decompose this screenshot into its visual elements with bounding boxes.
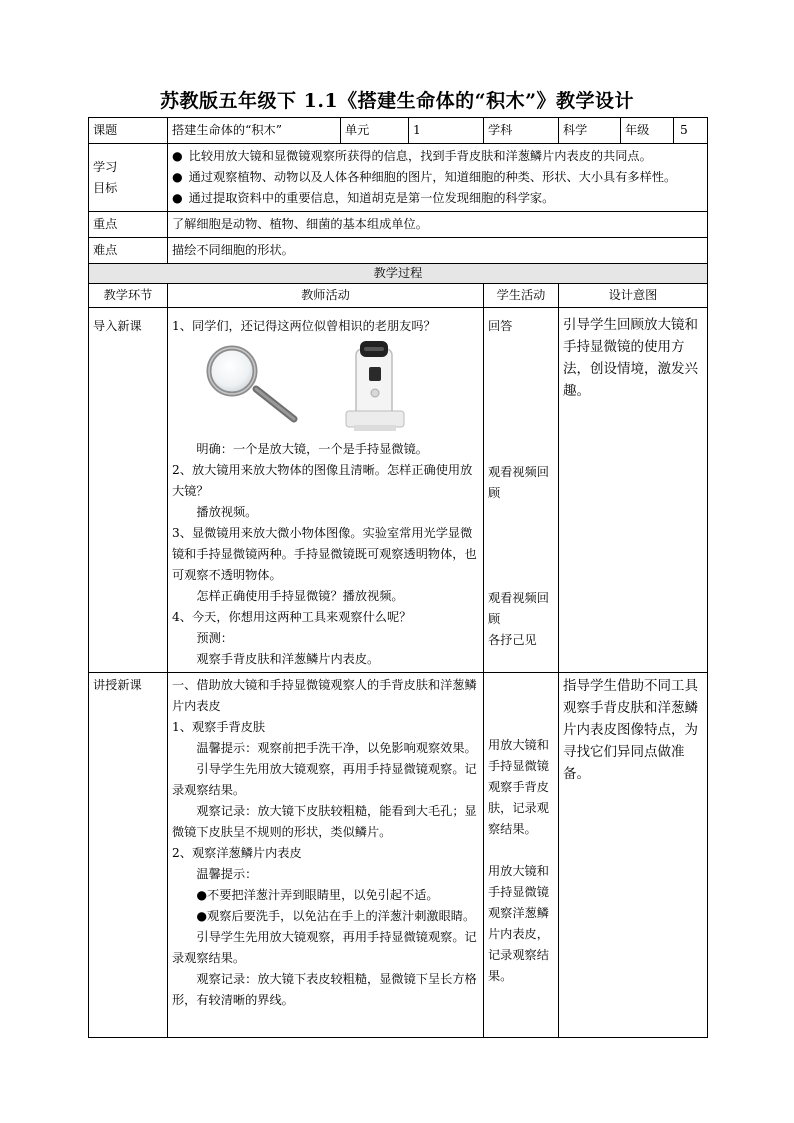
topic-label: 课题	[89, 118, 168, 144]
tip-item: ●不要把洋葱汁弄到眼睛里，以免引起不适。	[196, 888, 439, 902]
column-student: 学生活动	[484, 284, 559, 308]
intro-stage: 导入新课	[89, 308, 168, 673]
lesson-intent: 指导学生借助不同工具观察手背皮肤和洋葱鳞片内表皮图像特点，为寻找它们异同点做准备。	[559, 673, 708, 1038]
objectives-list	[168, 144, 708, 212]
objective-item: ● 通过提取资料中的重要信息，知道胡克是第一位发现细胞的科学家。	[172, 188, 703, 209]
lesson-teacher: 一、借助放大镜和手持显微镜观察人的手背皮肤和洋葱鳞片内表皮 1、观察手背皮肤 温馨提示：观察前把手洗干净，以免影响观察效果。 引导学生先用放大镜观察，再用手持显微镜观察。记录观察结果。 观察记录：放大镜下皮肤较粗糙，能看到大毛孔；显微镜下皮肤呈不规则的形状，类似鳞片。 2、观察洋葱鳞片内表皮 温馨提示： ●不要把洋葱汁弄到眼睛里，以免引起不适。 ●观察后要洗手，以免沾在手上的洋葱汁刺激眼睛。 引导学生先用放大镜观察，再用手持显微镜观察。记录观察结果。 观察记录：放大镜下表皮较粗糙，显微镜下呈长方格形，有较清晰的界线。	[168, 673, 484, 1038]
column-teacher: 教师活动	[168, 284, 484, 308]
grade-label: 年级	[621, 118, 674, 143]
subject-value: 科学	[559, 118, 621, 144]
topic-value: 搭建生命体的“积木”	[168, 118, 341, 144]
key-point-row	[89, 212, 708, 238]
column-stage: 教学环节	[89, 284, 168, 308]
intro-row	[89, 308, 708, 673]
lesson-row	[89, 673, 708, 1038]
difficulty-label: 难点	[89, 238, 168, 264]
key-point-text: 了解细胞是动物、植物、细菌的基本组成单位。	[168, 212, 708, 238]
difficulty-text: 描绘不同细胞的形状。	[168, 238, 708, 264]
tool-images	[172, 337, 479, 439]
grade-cell	[621, 118, 708, 144]
subject-label: 学科	[484, 118, 559, 144]
lesson-stage: 讲授新课	[89, 673, 168, 1038]
process-header: 教学过程	[89, 264, 708, 284]
bullet-icon: ●	[196, 888, 208, 902]
page-title: 苏教版五年级下 1.1《搭建生命体的“积木”》教学设计	[159, 90, 635, 112]
unit-value: 1	[409, 118, 484, 144]
key-point-label: 重点	[89, 212, 168, 238]
intro-teacher: 1、同学们，还记得这两位似曾相识的老朋友吗？ 明确：一个是放大镜，一个是手持显微镜。 2、放大镜用来放大物体的图像且清晰。怎样正确使用放大镜？ 播放视频。 3、显微镜用来放大微小物体图像。实验室常用光学显微镜和手持显微镜两种。手持显微镜既可观察透明物体，也可观察不透明物体。 怎样正确使用手持显微镜？播放视频。 4、今天，你想用这两种工具来观察什么呢？ 预测： 观察手背皮肤和洋葱鳞片内表皮。	[168, 308, 484, 673]
objective-item: ● 比较用放大镜和显微镜观察所获得的信息，找到手背皮肤和洋葱鳞片内表皮的共同点。	[172, 146, 703, 167]
grade-value: 5	[680, 123, 688, 137]
objectives-row	[89, 144, 708, 212]
handheld-microscope-icon	[342, 339, 412, 434]
magnifier-icon	[204, 345, 324, 425]
intro-intent: 引导学生回顾放大镜和手持显微镜的使用方法，创设情境，激发兴趣。	[559, 308, 708, 673]
unit-label: 单元	[341, 118, 409, 144]
difficulty-row	[89, 238, 708, 264]
lesson-student: 用放大镜和手持显微镜观察手背皮肤，记录观察结果。 用放大镜和手持显微镜观察洋葱鳞片内表皮，记录观察结果。	[484, 673, 559, 1038]
lesson-plan-table	[88, 117, 708, 1038]
bullet-icon: ●	[196, 909, 208, 923]
tip-item: ●观察后要洗手，以免沾在手上的洋葱汁刺激眼睛。	[196, 909, 476, 923]
intro-student: 回答 观看视频回顾 观看视频回顾 各抒己见	[484, 308, 559, 673]
column-intent: 设计意图	[559, 284, 708, 308]
objective-item: ● 通过观察植物、动物以及人体各种细胞的图片，知道细胞的种类、形状、大小具有多样性。	[172, 167, 703, 188]
info-row	[89, 118, 708, 144]
objectives-label: 学习 目标	[89, 144, 168, 212]
process-column-headers	[89, 284, 708, 308]
